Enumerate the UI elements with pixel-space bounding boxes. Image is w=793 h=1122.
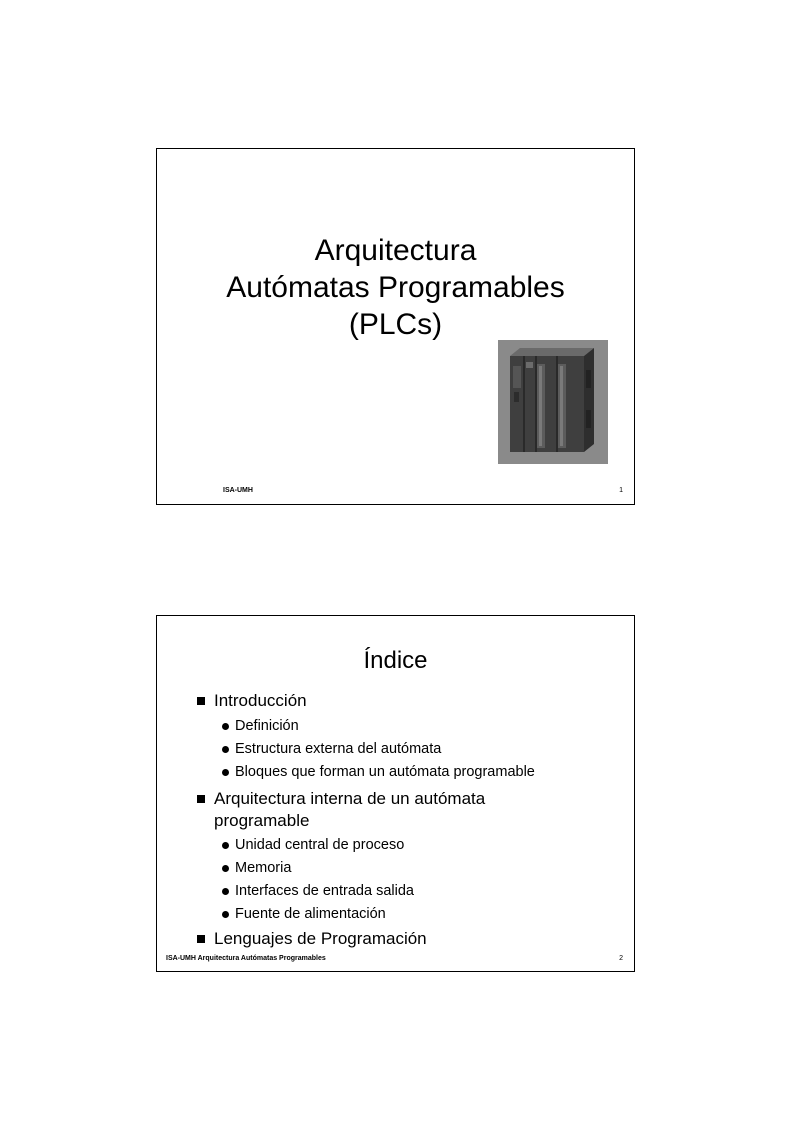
index-subitem-label: Definición xyxy=(235,718,299,734)
round-bullet-icon xyxy=(222,746,229,753)
square-bullet-icon xyxy=(197,935,205,943)
slide-1-title xyxy=(157,232,634,343)
round-bullet-icon xyxy=(222,911,229,918)
index-subitem-label: Unidad central de proceso xyxy=(235,837,405,853)
slide-2-footer: ISA-UMH Arquitectura Autómatas Programables xyxy=(166,955,326,962)
plc-photo xyxy=(498,340,608,464)
index-item-label-line-1: Arquitectura interna de un autómata xyxy=(214,789,486,808)
slide-1-footer: ISA-UMH xyxy=(223,487,253,494)
index-subitem-label: Bloques que forman un autómata programable xyxy=(235,764,535,780)
title-line-1: Arquitectura xyxy=(314,234,477,267)
title-line-2: Autómatas Programables xyxy=(226,271,565,304)
index-item-label-line-2: programable xyxy=(214,811,310,830)
title-line-3: (PLCs) xyxy=(348,308,443,341)
index-item-label: Lenguajes de Programación xyxy=(214,929,427,948)
round-bullet-icon xyxy=(222,865,229,872)
square-bullet-icon xyxy=(197,795,205,803)
slide-2-title: Índice xyxy=(363,647,428,674)
slide-1 xyxy=(156,148,635,505)
slide-1-page-number: 1 xyxy=(619,487,623,494)
index-subitem-label: Interfaces de entrada salida xyxy=(235,883,414,899)
square-bullet-icon xyxy=(197,697,205,705)
index-subitem-label: Memoria xyxy=(235,860,292,876)
round-bullet-icon xyxy=(222,723,229,730)
round-bullet-icon xyxy=(222,842,229,849)
round-bullet-icon xyxy=(222,888,229,895)
index-subitem-label: Estructura externa del autómata xyxy=(235,741,442,757)
index-item-label: Introducción xyxy=(214,691,307,710)
index-subitem-label: Fuente de alimentación xyxy=(235,906,386,922)
plc-illustration xyxy=(498,340,608,464)
slide-2-page-number: 2 xyxy=(619,955,623,962)
round-bullet-icon xyxy=(222,769,229,776)
slide-2 xyxy=(156,615,635,972)
